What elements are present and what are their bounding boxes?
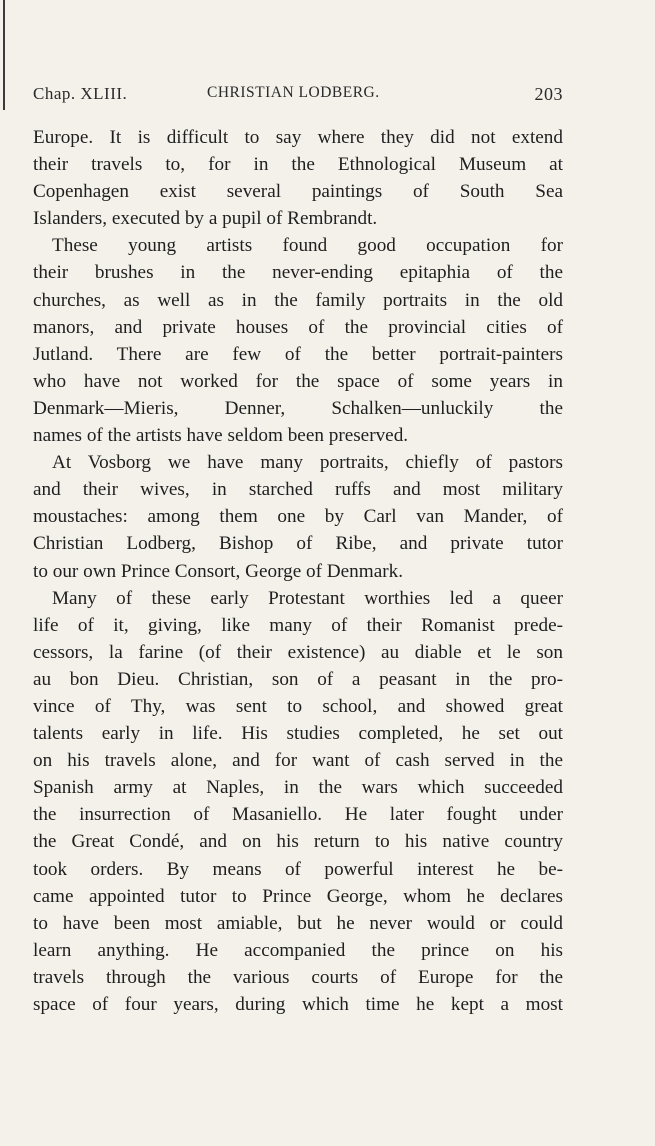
- text-line: and their wives, in starched ruffs and most military: [33, 479, 563, 501]
- paragraph: [33, 232, 563, 449]
- text-line: to our own Prince Consort, George of Denmark.: [33, 560, 403, 582]
- text-line: These young artists found good occupation for: [52, 235, 563, 257]
- text-line: came appointed tutor to Prince George, whom he declares: [33, 885, 563, 907]
- text-line: Denmark—Mieris, Denner, Schalken—unluckily the: [33, 397, 563, 419]
- text-line: Islanders, executed by a pupil of Rembrandt.: [33, 208, 378, 230]
- text-line: Christian Lodberg, Bishop of Ribe, and private tutor: [33, 533, 563, 555]
- text-line: Europe. It is difficult to say where they did not extend: [33, 127, 563, 148]
- chapter-label: Chap. XLIII.: [33, 84, 128, 103]
- text-line: Copenhagen exist several paintings of South Sea: [33, 181, 563, 203]
- paragraph: [33, 124, 563, 232]
- text-line: Jutland. There are few of the better portrait-painters: [33, 343, 563, 365]
- text-line: their brushes in the never-ending epitaphia of the: [33, 262, 563, 284]
- running-title: CHRISTIAN LODBERG.: [207, 84, 380, 101]
- text-line: the insurrection of Masaniello. He later fought under: [33, 804, 563, 826]
- paragraph: [33, 585, 563, 1019]
- text-line: learn anything. He accompanied the prince on his: [33, 939, 563, 961]
- running-header: [33, 84, 563, 110]
- text-line: au bon Dieu. Christian, son of a peasant in the pro-: [33, 668, 563, 690]
- text-line: took orders. By means of powerful interest he be-: [33, 858, 563, 880]
- text-line: who have not worked for the space of some years in: [33, 370, 563, 392]
- text-line: the Great Condé, and on his return to his native country: [33, 831, 563, 853]
- text-line: names of the artists have seldom been preserved.: [33, 425, 409, 447]
- page-binding-edge: [3, 0, 5, 110]
- text-line: Spanish army at Naples, in the wars which succeeded: [33, 777, 563, 799]
- text-line: cessors, la farine (of their existence) au diable et le son: [33, 641, 563, 663]
- text-line: vince of Thy, was sent to school, and showed great: [33, 695, 563, 717]
- paragraph: [33, 449, 563, 584]
- text-line: talents early in life. His studies completed, he set out: [33, 723, 563, 745]
- text-line: manors, and private houses of the provincial cities of: [33, 316, 563, 338]
- body-text: [33, 124, 563, 1018]
- text-line: space of four years, during which time he kept a most: [33, 994, 563, 1015]
- text-line: moustaches: among them one by Carl van Mander, of: [33, 506, 563, 528]
- page-number: 203: [534, 84, 563, 104]
- text-line: travels through the various courts of Europe for the: [33, 966, 563, 988]
- text-line: churches, as well as in the family portraits in the old: [33, 289, 563, 311]
- text-line: on his travels alone, and for want of cash served in the: [33, 750, 563, 772]
- text-line: Many of these early Protestant worthies led a queer: [52, 587, 563, 609]
- text-line: At Vosborg we have many portraits, chiefly of pastors: [52, 452, 563, 474]
- text-line: their travels to, for in the Ethnological Museum at: [33, 154, 563, 176]
- text-line: life of it, giving, like many of their Romanist prede-: [33, 614, 563, 636]
- text-line: to have been most amiable, but he never would or could: [33, 912, 563, 934]
